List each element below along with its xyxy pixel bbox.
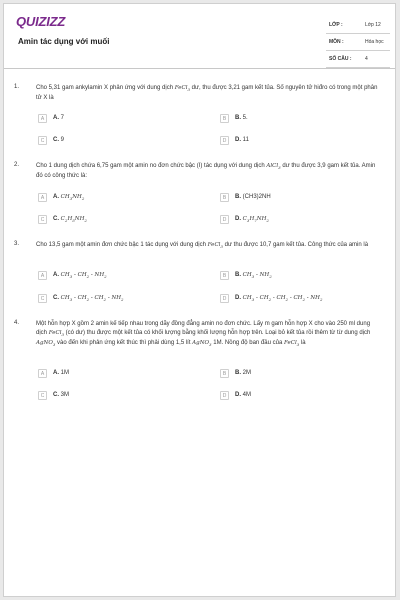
option-box: B <box>220 114 229 123</box>
option-b[interactable] <box>220 193 380 205</box>
option-c[interactable] <box>38 215 198 227</box>
option-box: A <box>38 271 47 280</box>
option-label: A. <box>53 115 59 121</box>
option-value: 1M <box>60 370 70 376</box>
question-text <box>36 320 381 349</box>
option-box: B <box>220 369 229 378</box>
option-label: D. <box>235 295 241 301</box>
option-d[interactable] <box>220 391 380 403</box>
worksheet-title: Amin tác dụng với muối <box>18 37 110 46</box>
chem-formula: FeCl$_3$ <box>207 242 223 250</box>
meta-class-row <box>326 17 390 34</box>
option-box: C <box>38 215 47 224</box>
option-label: D. <box>235 216 241 222</box>
option-content <box>53 370 69 376</box>
question-text-part: dư thu được 10,7 gam kết tủa. Công thức của amin là <box>222 242 369 248</box>
option-value: 3M <box>60 392 70 398</box>
question-text-part: 1M. Nồng độ ban đầu của <box>211 340 284 347</box>
option-box: B <box>220 271 229 280</box>
option-content <box>53 295 124 302</box>
option-d[interactable] <box>220 294 380 306</box>
option-content <box>235 392 251 398</box>
option-box: A <box>38 369 47 378</box>
option-content <box>53 194 84 201</box>
option-value: 7 <box>60 115 65 121</box>
question-text-part: dư, thu được 3,21 gam kết tủa. Số nguyên tử hiđro có trong một phân tử X là <box>36 85 378 102</box>
option-content <box>53 115 64 121</box>
option-content <box>53 272 107 279</box>
option-content <box>235 295 323 302</box>
option-value: $C_2H_5NH_2$ <box>60 216 87 224</box>
question-number: 1. <box>14 84 20 90</box>
option-value: $CH_3 - CH_2 - CH_2 - CH_2 - NH_2$ <box>242 295 323 303</box>
option-c[interactable] <box>38 391 198 403</box>
worksheet-header <box>4 4 395 69</box>
option-value: (CH3)2NH <box>242 194 271 200</box>
option-box: D <box>220 215 229 224</box>
option-d[interactable] <box>220 136 380 148</box>
chem-formula: AgNO$_3$ <box>192 340 212 348</box>
meta-subject-row <box>326 34 390 51</box>
question-text-part: dư thu được 3,9 gam kết tủa. Amin đó có công thức là: <box>36 163 376 180</box>
chem-formula: FeCl$_3$ <box>48 330 64 338</box>
option-content <box>235 370 251 376</box>
option-value: $CH_3NH_2$ <box>60 194 85 202</box>
option-content <box>53 216 87 223</box>
option-c[interactable] <box>38 136 198 148</box>
question-number: 4. <box>14 320 20 326</box>
option-d[interactable] <box>220 215 380 227</box>
meta-count-value: 4 <box>365 56 368 62</box>
option-box: C <box>38 391 47 400</box>
meta-count-key: SỐ CÂU : <box>329 56 352 62</box>
option-content <box>53 392 69 398</box>
question-text <box>36 84 381 103</box>
meta-class-key: LỚP : <box>329 22 343 28</box>
option-label: C. <box>53 216 59 222</box>
option-content <box>235 137 249 143</box>
question-text-part: Cho 1 dung dịch chứa 6,75 gam một amin no đơn chức bậc (I) tác dụng với dung dịch <box>36 163 267 169</box>
option-label: D. <box>235 392 241 398</box>
option-a[interactable] <box>38 114 198 126</box>
option-box: B <box>220 193 229 202</box>
option-label: A. <box>53 370 59 376</box>
option-box: A <box>38 193 47 202</box>
option-box: D <box>220 391 229 400</box>
option-value: $CH_3 - CH_2 - NH_2$ <box>60 272 107 280</box>
option-value: 4M <box>242 392 252 398</box>
question-text-part: là <box>299 340 306 347</box>
option-value: 11 <box>242 137 249 143</box>
option-c[interactable] <box>38 294 198 306</box>
option-a[interactable] <box>38 193 198 205</box>
question-text <box>36 162 381 181</box>
question-text <box>36 241 381 251</box>
option-label: A. <box>53 194 59 200</box>
option-label: A. <box>53 272 59 278</box>
option-value: $CH_3 - NH_2$ <box>242 272 272 280</box>
option-label: B. <box>235 370 241 376</box>
option-value: $C_3H_7NH_2$ <box>242 216 269 224</box>
question-text-part: vào đến khi phản ứng kết thúc thì phải dùng 1,5 lít <box>55 340 193 347</box>
option-content <box>235 216 269 223</box>
option-content <box>235 194 271 200</box>
meta-subject-key: MÔN : <box>329 39 344 45</box>
option-label: B. <box>235 194 241 200</box>
option-label: B. <box>235 115 241 121</box>
option-box: A <box>38 114 47 123</box>
option-b[interactable] <box>220 271 380 283</box>
option-value: 9 <box>60 137 65 143</box>
chem-formula: FeCl$_3$ <box>283 340 300 348</box>
worksheet-page <box>3 3 396 597</box>
meta-count-row <box>326 51 390 68</box>
meta-class-value: Lớp 12 <box>365 22 381 28</box>
question-text-part: Một hỗn hợp X gồm 2 amin kế tiếp nhau trong dãy đồng đẳng amin no đơn chức. Lấy m gam hỗn hợp X cho vào 250 ml dung dịch <box>36 321 371 336</box>
meta-subject-value: Hóa học <box>365 39 384 45</box>
chem-formula: FeCl$_3$ <box>174 85 191 93</box>
option-label: C. <box>53 137 59 143</box>
worksheet-meta <box>326 17 390 68</box>
option-content <box>53 137 64 143</box>
option-box: C <box>38 136 47 145</box>
option-box: D <box>220 294 229 303</box>
option-a[interactable] <box>38 369 198 381</box>
quizizz-logo: QUIZIZZ <box>16 14 66 29</box>
question-text-part: Cho 5,31 gam ankylamin X phản ứng với dung dịch <box>36 85 175 91</box>
option-b[interactable] <box>220 114 380 126</box>
option-label: C. <box>53 295 59 301</box>
option-label: C. <box>53 392 59 398</box>
question-number: 2. <box>14 162 20 168</box>
option-value: 2M <box>242 370 252 376</box>
option-label: B. <box>235 272 241 278</box>
question-text-part: Cho 13,5 gam một amin đơn chức bậc 1 tác dụng với dung dịch <box>36 242 208 248</box>
chem-formula: AlCl$_3$ <box>266 163 281 171</box>
option-content <box>235 272 272 279</box>
option-box: D <box>220 136 229 145</box>
option-label: D. <box>235 137 241 143</box>
option-value: 5. <box>242 115 248 121</box>
option-a[interactable] <box>38 271 198 283</box>
option-box: C <box>38 294 47 303</box>
option-value: $CH_3 - CH_2 - CH_2 - NH_2$ <box>60 295 124 303</box>
chem-formula: AgNO$_3$ <box>36 340 56 348</box>
option-content <box>235 115 248 121</box>
question-text-part: (có dư) thu được một kết tủa có khối lượng bằng khối lượng hỗn hợp trên. Loại bỏ kết tủa rồi thêm từ từ dung dịch <box>64 330 371 336</box>
question-number: 3. <box>14 241 20 247</box>
option-b[interactable] <box>220 369 380 381</box>
